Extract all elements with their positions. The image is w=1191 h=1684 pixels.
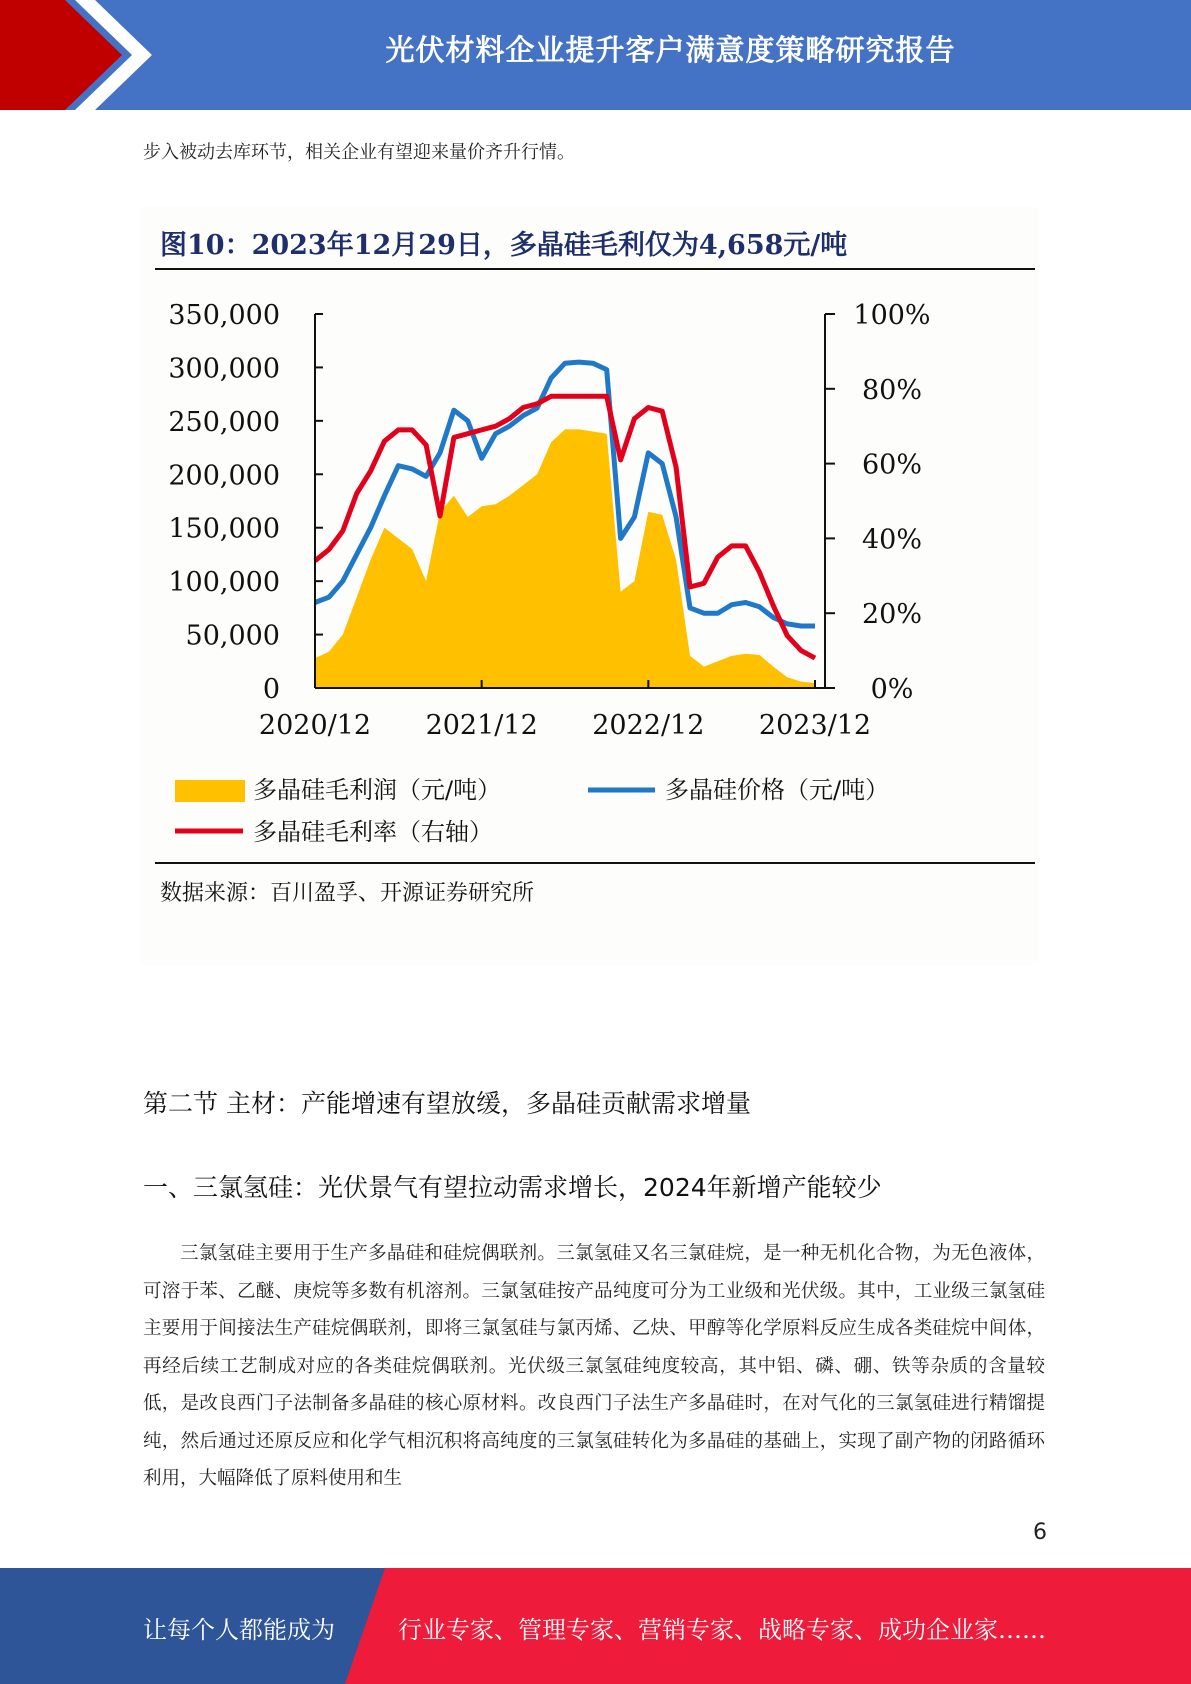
legend-label-profit: 多晶硅毛利润（元/吨） <box>253 776 502 804</box>
footer-slogan-left: 让每个人都能成为 <box>143 1616 335 1644</box>
right-tick-label: 100% <box>853 300 931 331</box>
left-tick-label: 350,000 <box>168 300 280 331</box>
legend-swatch-profit <box>175 780 245 802</box>
chart-title: 图10：2023年12月29日，多晶硅毛利仅为4,658元/吨 <box>160 230 848 261</box>
legend-label-price: 多晶硅价格（元/吨） <box>665 776 890 804</box>
page-header <box>0 0 1191 110</box>
intro-text: 步入被动去库环节，相关企业有望迎来量价齐升行情。 <box>143 142 575 163</box>
left-tick-label: 150,000 <box>168 513 280 545</box>
x-tick-label: 2023/12 <box>758 710 872 741</box>
right-tick-label: 80% <box>861 374 923 406</box>
right-tick-label: 60% <box>861 449 923 481</box>
footer-slogan-right: 行业专家、管理专家、营销专家、战略专家、成功企业家…… <box>398 1616 1046 1644</box>
right-tick-label: 40% <box>861 524 923 556</box>
chart-source: 数据来源：百川盈孚、开源证券研究所 <box>160 881 535 906</box>
right-tick-label: 20% <box>861 599 923 631</box>
body-paragraph: 三氯氢硅主要用于生产多晶硅和硅烷偶联剂。三氯氢硅又名三氯硅烷，是一种无机化合物，为无色液体，可溶于苯、乙醚、庚烷等多数有机溶剂。三氯氢硅按产品纯度可分为工业级和光伏级。其中，工业级三氯氢硅主要用于间接法生产硅烷偶联剂，即将三氯氢硅与氯丙烯、乙炔、甲醇等化学原料反应生成各类硅烷中间体，再经后续工艺制成对应的各类硅烷偶联剂。光伏级三氯氢硅纯度较高，其中铝、磷、硼、铁等杂质的含量较低，是改良西门子法制备多晶硅的核心原材料。改良西门子法生产多晶硅时，在对气化的三氯氢硅进行精馏提纯，然后通过还原反应和化学气相沉积将高纯度的三氯氢硅转化为多晶硅的基础上，实现了副产物的闭路循环利用，大幅降低了原料使用和生 <box>143 1243 1045 1489</box>
left-tick-label: 200,000 <box>168 460 280 492</box>
chart <box>140 207 1039 965</box>
left-tick-label: 50,000 <box>185 620 280 652</box>
x-tick-label: 2022/12 <box>592 710 705 741</box>
page-number: 6 <box>1033 1520 1047 1545</box>
x-tick-label: 2021/12 <box>425 710 538 741</box>
figure-10 <box>140 207 1039 965</box>
section-title: 第二节 主材：产能增速有望放缓，多晶硅贡献需求增量 <box>143 1089 751 1118</box>
header-arrow-logo <box>0 0 160 110</box>
subsection-title: 一、三氯氢硅：光伏景气有望拉动需求增长，2024年新增产能较少 <box>143 1173 882 1202</box>
left-tick-label: 0 <box>262 674 280 705</box>
left-tick-label: 250,000 <box>168 406 280 438</box>
left-tick-label: 100,000 <box>168 567 280 599</box>
x-tick-label: 2020/12 <box>258 710 372 741</box>
legend-label-margin: 多晶硅毛利率（右轴） <box>253 818 493 846</box>
report-title: 光伏材料企业提升客户满意度策略研究报告 <box>385 33 956 67</box>
profit-area <box>315 429 815 688</box>
right-tick-label: 0% <box>870 674 914 705</box>
left-tick-label: 300,000 <box>168 353 280 385</box>
